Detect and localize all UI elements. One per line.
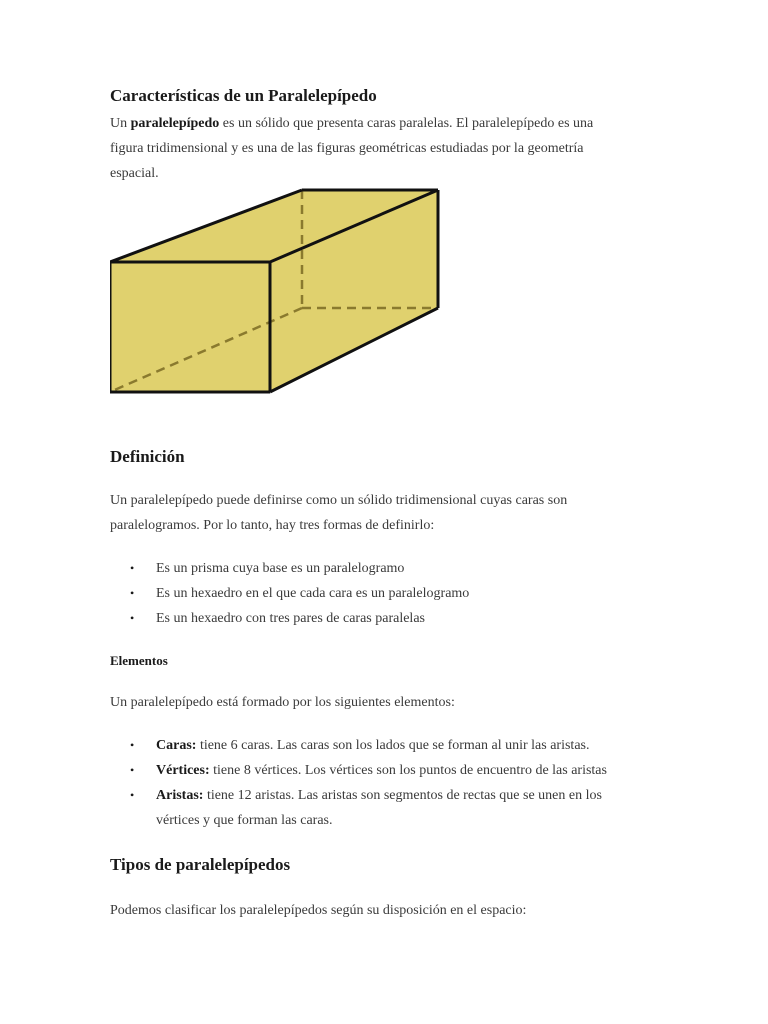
list-item: [110, 556, 469, 581]
parallelepiped-front-face: [110, 262, 270, 392]
bullet: •: [130, 788, 135, 802]
list-item-text: tiene 8 vértices. Los vértices son los puntos de encuentro de las aristas: [209, 763, 607, 778]
bullet: •: [130, 561, 135, 575]
definicion-para-line-1: Un paralelepípedo puede definirse como un sólido tridimensional cuyas caras son: [110, 493, 568, 508]
list-item-text: Es un prisma cuya base es un paralelogramo: [156, 561, 405, 576]
bullet: •: [130, 611, 135, 625]
definicion-para-line-2: paralelogramos. Por lo tanto, hay tres formas de definirlo:: [110, 518, 435, 533]
section-heading-elementos: Elementos: [110, 653, 168, 668]
intro-line-1-rest: es un sólido que presenta caras paralelas. El paralelepípedo es una: [219, 116, 594, 131]
page-title: Características de un Paralelepípedo: [110, 86, 377, 105]
intro-line-1: [110, 111, 593, 136]
list-item-text: Es un hexaedro con tres pares de caras paralelas: [156, 611, 425, 626]
section-heading-definicion: Definición: [110, 447, 185, 466]
definicion-list: [110, 556, 469, 631]
bullet: •: [130, 763, 135, 777]
list-item-text-continued: vértices y que forman las caras.: [156, 813, 333, 828]
list-item: [110, 606, 469, 631]
intro-lead: Un: [110, 116, 131, 131]
list-item-text: tiene 6 caras. Las caras son los lados que se forman al unir las aristas.: [196, 738, 590, 753]
intro-line-2: figura tridimensional y es una de las figuras geométricas estudiadas por la geometría: [110, 141, 584, 156]
bullet: •: [130, 738, 135, 752]
list-item-term: Vértices:: [156, 763, 210, 778]
list-item: [110, 783, 607, 833]
list-item-term: Caras:: [156, 738, 197, 753]
section-heading-tipos: Tipos de paralelepípedos: [110, 855, 291, 874]
list-item-term: Aristas:: [156, 788, 204, 803]
list-item: [110, 758, 607, 783]
list-item-text: Es un hexaedro en el que cada cara es un paralelogramo: [156, 586, 470, 601]
tipos-para: Podemos clasificar los paralelepípedos según su disposición en el espacio:: [110, 903, 527, 918]
list-item: [110, 581, 469, 606]
list-item-text: tiene 12 aristas. Las aristas son segmentos de rectas que se unen en los: [203, 788, 602, 803]
intro-bold-term: paralelepípedo: [130, 116, 220, 131]
bullet: •: [130, 586, 135, 600]
list-item: [110, 733, 607, 758]
elementos-list: [110, 733, 607, 833]
intro-line-3: espacial.: [110, 166, 159, 181]
parallelepiped-figure: [110, 186, 445, 398]
elementos-para: Un paralelepípedo está formado por los siguientes elementos:: [110, 695, 455, 710]
